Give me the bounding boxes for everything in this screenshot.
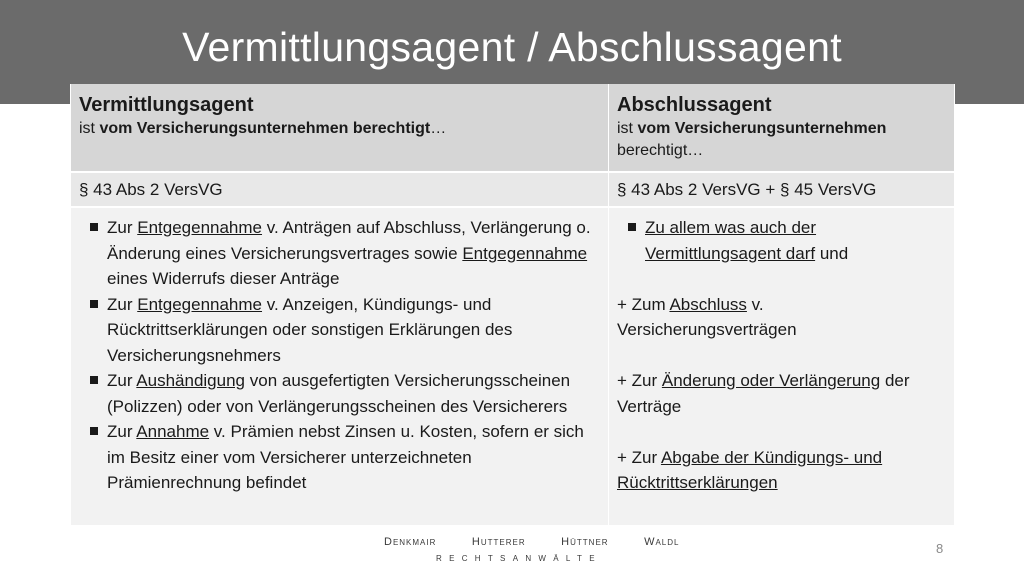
list-item: Zur Annahme v. Prämien nebst Zinsen u. Kosten, sofern er sich im Besitz einer vom Versicherer unterzeichneten Prämienrechnung befindet xyxy=(79,419,600,496)
header-abschlussagent xyxy=(609,84,955,172)
partner-name: Waldl xyxy=(644,536,680,548)
header-subtitle: ist vom Versicherungsunternehmen berechtigt… xyxy=(617,120,887,159)
partner-name: Hutterer xyxy=(471,536,526,548)
header-vermittlungsagent xyxy=(71,84,609,172)
square-bullet-icon xyxy=(628,223,636,231)
partner-name: Hüttner xyxy=(561,536,609,548)
list-item: Zu allem was auch der Vermittlungsagent darf und xyxy=(617,215,946,266)
reference-row xyxy=(71,172,955,207)
reference-cell: § 43 Abs 2 VersVG + § 45 VersVG xyxy=(609,172,955,207)
page-number: 8 xyxy=(936,541,944,556)
list-item: Zur Entgegennahme v. Anträgen auf Abschluss, Verlängerung o. Änderung eines Versicherungsvertrages sowie Entgegennahme eines Widerrufs dieser Anträge xyxy=(79,215,600,292)
list-item: Zur Aushändigung von ausgefertigten Versicherungsscheinen (Polizzen) oder von Verlängerungsscheinen des Versicherers xyxy=(79,368,600,419)
square-bullet-icon xyxy=(90,376,98,384)
firm-name: RECHTSANWÄLTE xyxy=(436,554,602,563)
header-title: Vermittlungsagent xyxy=(79,94,254,116)
square-bullet-icon xyxy=(90,427,98,435)
square-bullet-icon xyxy=(90,300,98,308)
additional-power: + Zur Abgabe der Kündigungs- und Rücktrittserklärungen xyxy=(617,447,883,492)
slide-title: Vermittlungsagent / Abschlussagent xyxy=(182,24,842,70)
abschlussagent-powers xyxy=(609,207,955,525)
partner-name: Denkmair xyxy=(384,536,437,548)
header-title: Abschlussagent xyxy=(617,94,772,116)
square-bullet-icon xyxy=(90,223,98,231)
partner-names xyxy=(384,536,679,548)
vermittlungsagent-powers xyxy=(71,207,609,525)
header-subtitle: ist vom Versicherungsunternehmen berechtigt… xyxy=(79,120,447,137)
footer-logo xyxy=(384,536,679,563)
header-row xyxy=(71,84,955,172)
additional-power: + Zur Änderung oder Verlängerung der Verträge xyxy=(617,371,910,416)
reference-cell: § 43 Abs 2 VersVG xyxy=(71,172,609,207)
powers-list xyxy=(79,215,600,496)
comparison-table xyxy=(70,84,955,525)
additional-power: + Zum Abschluss v. Versicherungsverträgen xyxy=(617,294,797,339)
powers-list xyxy=(617,215,946,266)
content-row xyxy=(71,207,955,525)
list-item: Zur Entgegennahme v. Anzeigen, Kündigungs- und Rücktrittserklärungen oder sonstigen Erklärungen des Versicherungsnehmers xyxy=(79,292,600,369)
